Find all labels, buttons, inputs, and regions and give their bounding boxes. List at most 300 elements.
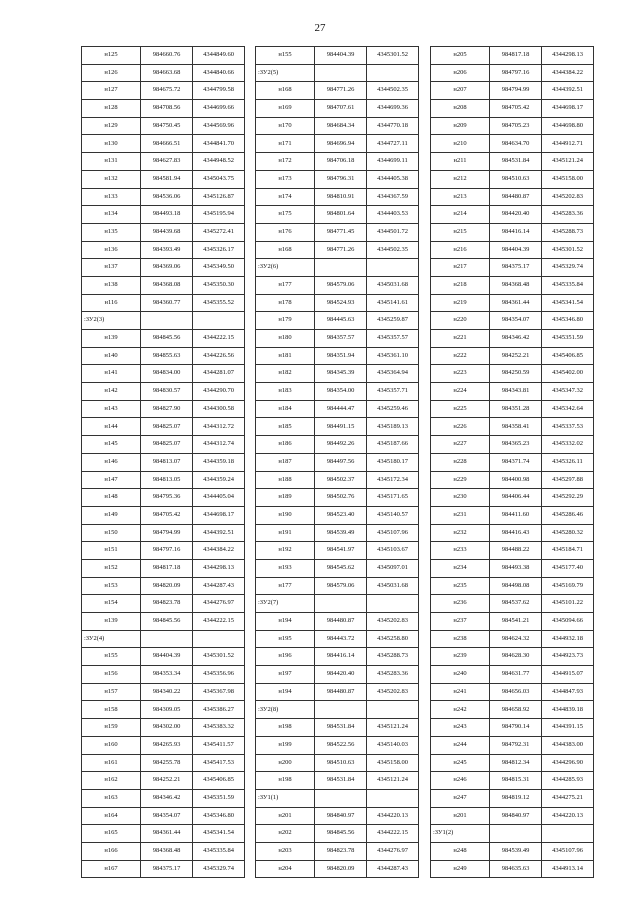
point-id-cell: н156 [82,666,141,684]
x-coordinate-cell: 984820.09 [315,860,367,878]
point-id-cell: н129 [82,117,141,135]
x-coordinate-cell: 984354.07 [490,312,542,330]
section-header-row [256,259,419,277]
y-coordinate-cell: 4344502.35 [367,82,419,100]
x-coordinate-cell: 984581.94 [141,170,193,188]
x-coordinate-cell: 984845.56 [141,613,193,631]
y-coordinate-cell: 4345297.88 [542,471,594,489]
table-row [431,276,594,294]
point-id-cell: н166 [82,842,141,860]
section-header-row [82,630,245,648]
point-id-cell: н211 [431,153,490,171]
x-coordinate-cell: 984794.99 [141,524,193,542]
y-coordinate-cell: 4345158.00 [542,170,594,188]
y-coordinate-cell: 4345189.13 [367,418,419,436]
section-label-cell: :ЗУ2(8) [256,701,315,719]
y-coordinate-cell: 4345361.10 [367,347,419,365]
table-row [431,436,594,454]
x-coordinate-cell: 984707.61 [315,100,367,118]
x-coordinate-cell: 984840.97 [315,807,367,825]
x-coordinate-cell: 984361.44 [141,825,193,843]
table-row [256,506,419,524]
table-row [431,170,594,188]
y-coordinate-cell: 4344392.51 [542,82,594,100]
table-row [256,825,419,843]
point-id-cell: н190 [256,506,315,524]
table-row [82,400,245,418]
point-id-cell: н116 [82,294,141,312]
y-coordinate-cell: 4345107.96 [542,842,594,860]
y-coordinate-cell: 4345202.83 [367,683,419,701]
x-coordinate-cell: 984416.14 [315,648,367,666]
x-coordinate-cell: 984797.16 [490,64,542,82]
table-row [82,153,245,171]
point-id-cell: н139 [82,330,141,348]
y-coordinate-cell: 4344287.43 [367,860,419,878]
x-coordinate-cell: 984343.81 [490,383,542,401]
y-coordinate-cell: 4345417.53 [193,754,245,772]
table-row [431,506,594,524]
y-coordinate-cell: 4345103.67 [367,542,419,560]
section-label-cell: :ЗУ2(3) [82,312,141,330]
y-coordinate-cell: 4345280.32 [542,524,594,542]
x-coordinate-cell: 984497.56 [315,453,367,471]
table-row [82,542,245,560]
table-row [256,276,419,294]
y-coordinate-cell: 4345342.64 [542,400,594,418]
point-id-cell: н132 [82,170,141,188]
y-coordinate-cell: 4344849.60 [193,47,245,65]
x-coordinate-cell: 984416.14 [490,223,542,241]
point-id-cell: н203 [256,842,315,860]
x-coordinate-cell: 984524.93 [315,294,367,312]
x-coordinate-cell: 984443.72 [315,630,367,648]
y-coordinate-cell: 4345335.84 [193,842,245,860]
table-row [431,64,594,82]
coordinates-table-right [430,46,594,878]
y-coordinate-cell: 4345180.17 [367,453,419,471]
section-label-cell: :ЗУ2(4) [82,630,141,648]
table-row [82,648,245,666]
x-coordinate-cell: 984371.74 [490,453,542,471]
point-id-cell: н213 [431,188,490,206]
table-row [256,524,419,542]
table-row [431,294,594,312]
table-row [431,312,594,330]
x-coordinate-cell: 984252.21 [141,772,193,790]
point-id-cell: н138 [82,276,141,294]
y-coordinate-cell: 4344501.72 [367,223,419,241]
x-coordinate-cell: 984813.05 [141,471,193,489]
x-coordinate-cell: 984488.22 [490,542,542,560]
y-coordinate-cell: 4345301.52 [193,648,245,666]
table-row [256,471,419,489]
x-coordinate-cell: 984358.41 [490,418,542,436]
x-coordinate-cell: 984631.77 [490,666,542,684]
point-id-cell: н191 [256,524,315,542]
table-row [82,64,245,82]
y-coordinate-cell: 4344298.13 [542,47,594,65]
y-coordinate-cell: 4344699.66 [193,100,245,118]
x-coordinate-cell: 984531.84 [315,772,367,790]
point-id-cell: н141 [82,365,141,383]
y-coordinate-cell: 4344383.00 [542,736,594,754]
table-row [82,294,245,312]
x-coordinate-cell: 984536.06 [141,188,193,206]
y-coordinate-cell: 4345184.71 [542,542,594,560]
table-row [256,223,419,241]
point-id-cell: н130 [82,135,141,153]
y-coordinate-cell: 4344281.07 [193,365,245,383]
point-id-cell: н224 [431,383,490,401]
y-coordinate-cell: 4345349.50 [193,259,245,277]
y-coordinate-cell: 4344290.70 [193,383,245,401]
table-row [431,860,594,878]
x-coordinate-cell: 984302.00 [141,719,193,737]
y-coordinate-cell: 4345411.57 [193,736,245,754]
y-coordinate-cell: 4344841.70 [193,135,245,153]
point-id-cell: н172 [256,153,315,171]
y-coordinate-cell: 4345283.36 [367,666,419,684]
y-coordinate-cell: 4344799.58 [193,82,245,100]
y-coordinate-cell: 4345347.32 [542,383,594,401]
y-coordinate-cell: 4345121.24 [367,772,419,790]
x-coordinate-cell: 984252.21 [490,347,542,365]
y-coordinate-cell: 4345140.03 [367,736,419,754]
table-row [82,506,245,524]
x-coordinate-cell: 984845.56 [141,330,193,348]
y-coordinate-cell: 4344847.93 [542,683,594,701]
table-row [82,577,245,595]
y-coordinate-cell: 4345351.59 [542,330,594,348]
y-coordinate-cell [542,825,594,843]
y-coordinate-cell: 4344384.22 [193,542,245,560]
y-coordinate-cell: 4345351.59 [193,789,245,807]
point-id-cell: н168 [256,82,315,100]
point-id-cell: н194 [256,683,315,701]
x-coordinate-cell: 984480.87 [490,188,542,206]
x-coordinate-cell: 984357.57 [315,330,367,348]
table-row [82,330,245,348]
x-coordinate-cell: 984368.48 [490,276,542,294]
x-coordinate-cell: 984624.32 [490,630,542,648]
point-id-cell: н198 [256,772,315,790]
table-row [82,188,245,206]
x-coordinate-cell: 984796.31 [315,170,367,188]
y-coordinate-cell: 4345383.32 [193,719,245,737]
y-coordinate-cell: 4344698.17 [193,506,245,524]
y-coordinate-cell: 4344276.97 [367,842,419,860]
table-row [431,82,594,100]
x-coordinate-cell: 984502.76 [315,489,367,507]
table-row [431,259,594,277]
y-coordinate-cell: 4345283.36 [542,206,594,224]
y-coordinate-cell: 4344287.43 [193,577,245,595]
point-id-cell: н131 [82,153,141,171]
y-coordinate-cell: 4345364.94 [367,365,419,383]
x-coordinate-cell: 984815.31 [490,772,542,790]
section-label-cell: :ЗУ2(5) [256,64,315,82]
table-row [431,595,594,613]
x-coordinate-cell [141,630,193,648]
x-coordinate-cell: 984375.17 [490,259,542,277]
table-row [82,719,245,737]
x-coordinate-cell: 984404.39 [490,241,542,259]
point-id-cell: н135 [82,223,141,241]
x-coordinate-cell: 984444.47 [315,400,367,418]
point-id-cell: н244 [431,736,490,754]
point-id-cell: н245 [431,754,490,772]
point-id-cell: н174 [256,188,315,206]
x-coordinate-cell: 984771.45 [315,223,367,241]
table-row [82,223,245,241]
point-id-cell: н226 [431,418,490,436]
y-coordinate-cell: 4344296.90 [542,754,594,772]
y-coordinate-cell: 4344312.74 [193,436,245,454]
x-coordinate-cell: 984635.63 [490,860,542,878]
table-row [256,82,419,100]
point-id-cell: н178 [256,294,315,312]
point-id-cell: н235 [431,577,490,595]
y-coordinate-cell: 4344285.93 [542,772,594,790]
x-coordinate-cell: 984404.39 [141,648,193,666]
point-id-cell: н143 [82,400,141,418]
x-coordinate-cell: 984684.34 [315,117,367,135]
point-id-cell: н188 [256,471,315,489]
y-coordinate-cell [367,64,419,82]
y-coordinate-cell: 4345326.11 [542,453,594,471]
point-id-cell: н246 [431,772,490,790]
y-coordinate-cell: 4345286.46 [542,506,594,524]
table-row [431,47,594,65]
table-row [82,100,245,118]
y-coordinate-cell: 4345357.71 [367,383,419,401]
x-coordinate-cell: 984420.40 [490,206,542,224]
x-coordinate-cell: 984369.06 [141,259,193,277]
x-coordinate-cell: 984480.87 [315,683,367,701]
table-row [82,82,245,100]
point-id-cell: н231 [431,506,490,524]
table-row [431,489,594,507]
point-id-cell: н180 [256,330,315,348]
section-label-cell: :ЗУ2(7) [256,595,315,613]
x-coordinate-cell: 984368.08 [141,276,193,294]
section-header-row [82,312,245,330]
x-coordinate-cell: 984354.07 [141,807,193,825]
x-coordinate-cell: 984813.07 [141,453,193,471]
y-coordinate-cell: 4345259.46 [367,400,419,418]
point-id-cell: н164 [82,807,141,825]
table-row [431,736,594,754]
x-coordinate-cell: 984404.39 [315,47,367,65]
table-row [256,807,419,825]
x-coordinate-cell: 984797.16 [141,542,193,560]
x-coordinate-cell: 984750.45 [141,117,193,135]
y-coordinate-cell: 4345350.30 [193,276,245,294]
table-row [431,754,594,772]
table-row [256,206,419,224]
y-coordinate-cell: 4345121.24 [367,719,419,737]
point-id-cell: н128 [82,100,141,118]
coordinates-table-left [81,46,245,878]
point-id-cell: н126 [82,64,141,82]
point-id-cell: н192 [256,542,315,560]
table-row [256,436,419,454]
x-coordinate-cell: 984502.37 [315,471,367,489]
y-coordinate-cell [367,701,419,719]
point-id-cell: н206 [431,64,490,82]
point-id-cell: н186 [256,436,315,454]
point-id-cell: н222 [431,347,490,365]
point-id-cell: н218 [431,276,490,294]
x-coordinate-cell: 984823.78 [315,842,367,860]
table-row [82,559,245,577]
y-coordinate-cell: 4345258.80 [367,630,419,648]
section-label-cell: :ЗУ1(1) [256,789,315,807]
x-coordinate-cell: 984250.59 [490,365,542,383]
y-coordinate-cell: 4344359.24 [193,471,245,489]
point-id-cell: н170 [256,117,315,135]
y-coordinate-cell: 4344915.07 [542,666,594,684]
point-id-cell: н157 [82,683,141,701]
x-coordinate-cell: 984351.28 [490,400,542,418]
table-row [256,860,419,878]
y-coordinate-cell: 4345335.84 [542,276,594,294]
x-coordinate-cell: 984439.68 [141,223,193,241]
table-row [82,683,245,701]
table-row [256,542,419,560]
x-coordinate-cell: 984346.42 [490,330,542,348]
point-id-cell: н137 [82,259,141,277]
table-row [256,754,419,772]
y-coordinate-cell: 4345141.61 [367,294,419,312]
table-row [82,347,245,365]
x-coordinate-cell: 984795.36 [141,489,193,507]
table-row [431,330,594,348]
x-coordinate-cell: 984628.30 [490,648,542,666]
y-coordinate-cell: 4345355.52 [193,294,245,312]
y-coordinate-cell: 4345329.74 [193,860,245,878]
y-coordinate-cell: 4345337.53 [542,418,594,436]
y-coordinate-cell: 4344226.56 [193,347,245,365]
x-coordinate-cell: 984491.15 [315,418,367,436]
y-coordinate-cell: 4345043.75 [193,170,245,188]
x-coordinate-cell: 984660.76 [141,47,193,65]
table-row [431,772,594,790]
x-coordinate-cell: 984416.43 [490,524,542,542]
y-coordinate-cell: 4345332.02 [542,436,594,454]
point-id-cell: н193 [256,559,315,577]
point-id-cell: н155 [82,648,141,666]
table-row [256,630,419,648]
point-id-cell: н202 [256,825,315,843]
point-id-cell: н153 [82,577,141,595]
table-row [82,117,245,135]
y-coordinate-cell: 4345101.22 [542,595,594,613]
x-coordinate-cell: 984801.64 [315,206,367,224]
table-row [431,153,594,171]
table-row [82,259,245,277]
point-id-cell: н179 [256,312,315,330]
table-row [256,842,419,860]
table-row [256,117,419,135]
table-row [431,471,594,489]
point-id-cell: н161 [82,754,141,772]
x-coordinate-cell: 984845.56 [315,825,367,843]
table-row [82,860,245,878]
table-row [256,170,419,188]
table-row [82,754,245,772]
point-id-cell: н182 [256,365,315,383]
table-row [256,347,419,365]
y-coordinate-cell: 4345195.94 [193,206,245,224]
table-row [82,807,245,825]
x-coordinate-cell [315,259,367,277]
point-id-cell: н146 [82,453,141,471]
x-coordinate-cell: 984365.23 [490,436,542,454]
x-coordinate-cell: 984627.83 [141,153,193,171]
table-row [431,347,594,365]
x-coordinate-cell: 984346.42 [141,789,193,807]
x-coordinate-cell: 984345.39 [315,365,367,383]
x-coordinate-cell [315,595,367,613]
table-row [431,842,594,860]
y-coordinate-cell: 4345171.65 [367,489,419,507]
x-coordinate-cell: 984817.18 [141,559,193,577]
y-coordinate-cell: 4345301.52 [542,241,594,259]
table-row [431,188,594,206]
x-coordinate-cell: 984309.05 [141,701,193,719]
x-coordinate-cell: 984794.99 [490,82,542,100]
y-coordinate-cell: 4344222.15 [193,613,245,631]
y-coordinate-cell [367,789,419,807]
table-row [431,223,594,241]
point-id-cell: н125 [82,47,141,65]
table-row [431,453,594,471]
x-coordinate-cell: 984825.07 [141,418,193,436]
table-row [431,719,594,737]
y-coordinate-cell: 4345292.29 [542,489,594,507]
x-coordinate-cell: 984531.84 [490,153,542,171]
point-id-cell: н220 [431,312,490,330]
point-id-cell: н148 [82,489,141,507]
x-coordinate-cell: 984445.63 [315,312,367,330]
table-row [431,683,594,701]
point-id-cell: н159 [82,719,141,737]
x-coordinate-cell: 984539.49 [490,842,542,860]
x-coordinate-cell: 984771.26 [315,82,367,100]
table-row [256,100,419,118]
y-coordinate-cell: 4344698.80 [542,117,594,135]
table-row [256,577,419,595]
table-row [431,630,594,648]
point-id-cell: н127 [82,82,141,100]
y-coordinate-cell: 4344405.38 [367,170,419,188]
point-id-cell: н215 [431,223,490,241]
point-id-cell: н183 [256,383,315,401]
table-row [82,383,245,401]
y-coordinate-cell: 4345177.40 [542,559,594,577]
table-row [82,772,245,790]
point-id-cell: н140 [82,347,141,365]
table-row [82,789,245,807]
x-coordinate-cell: 984493.38 [490,559,542,577]
x-coordinate-cell: 984663.68 [141,64,193,82]
point-id-cell: н233 [431,542,490,560]
y-coordinate-cell: 4344698.17 [542,100,594,118]
point-id-cell: н176 [256,223,315,241]
table-row [82,524,245,542]
